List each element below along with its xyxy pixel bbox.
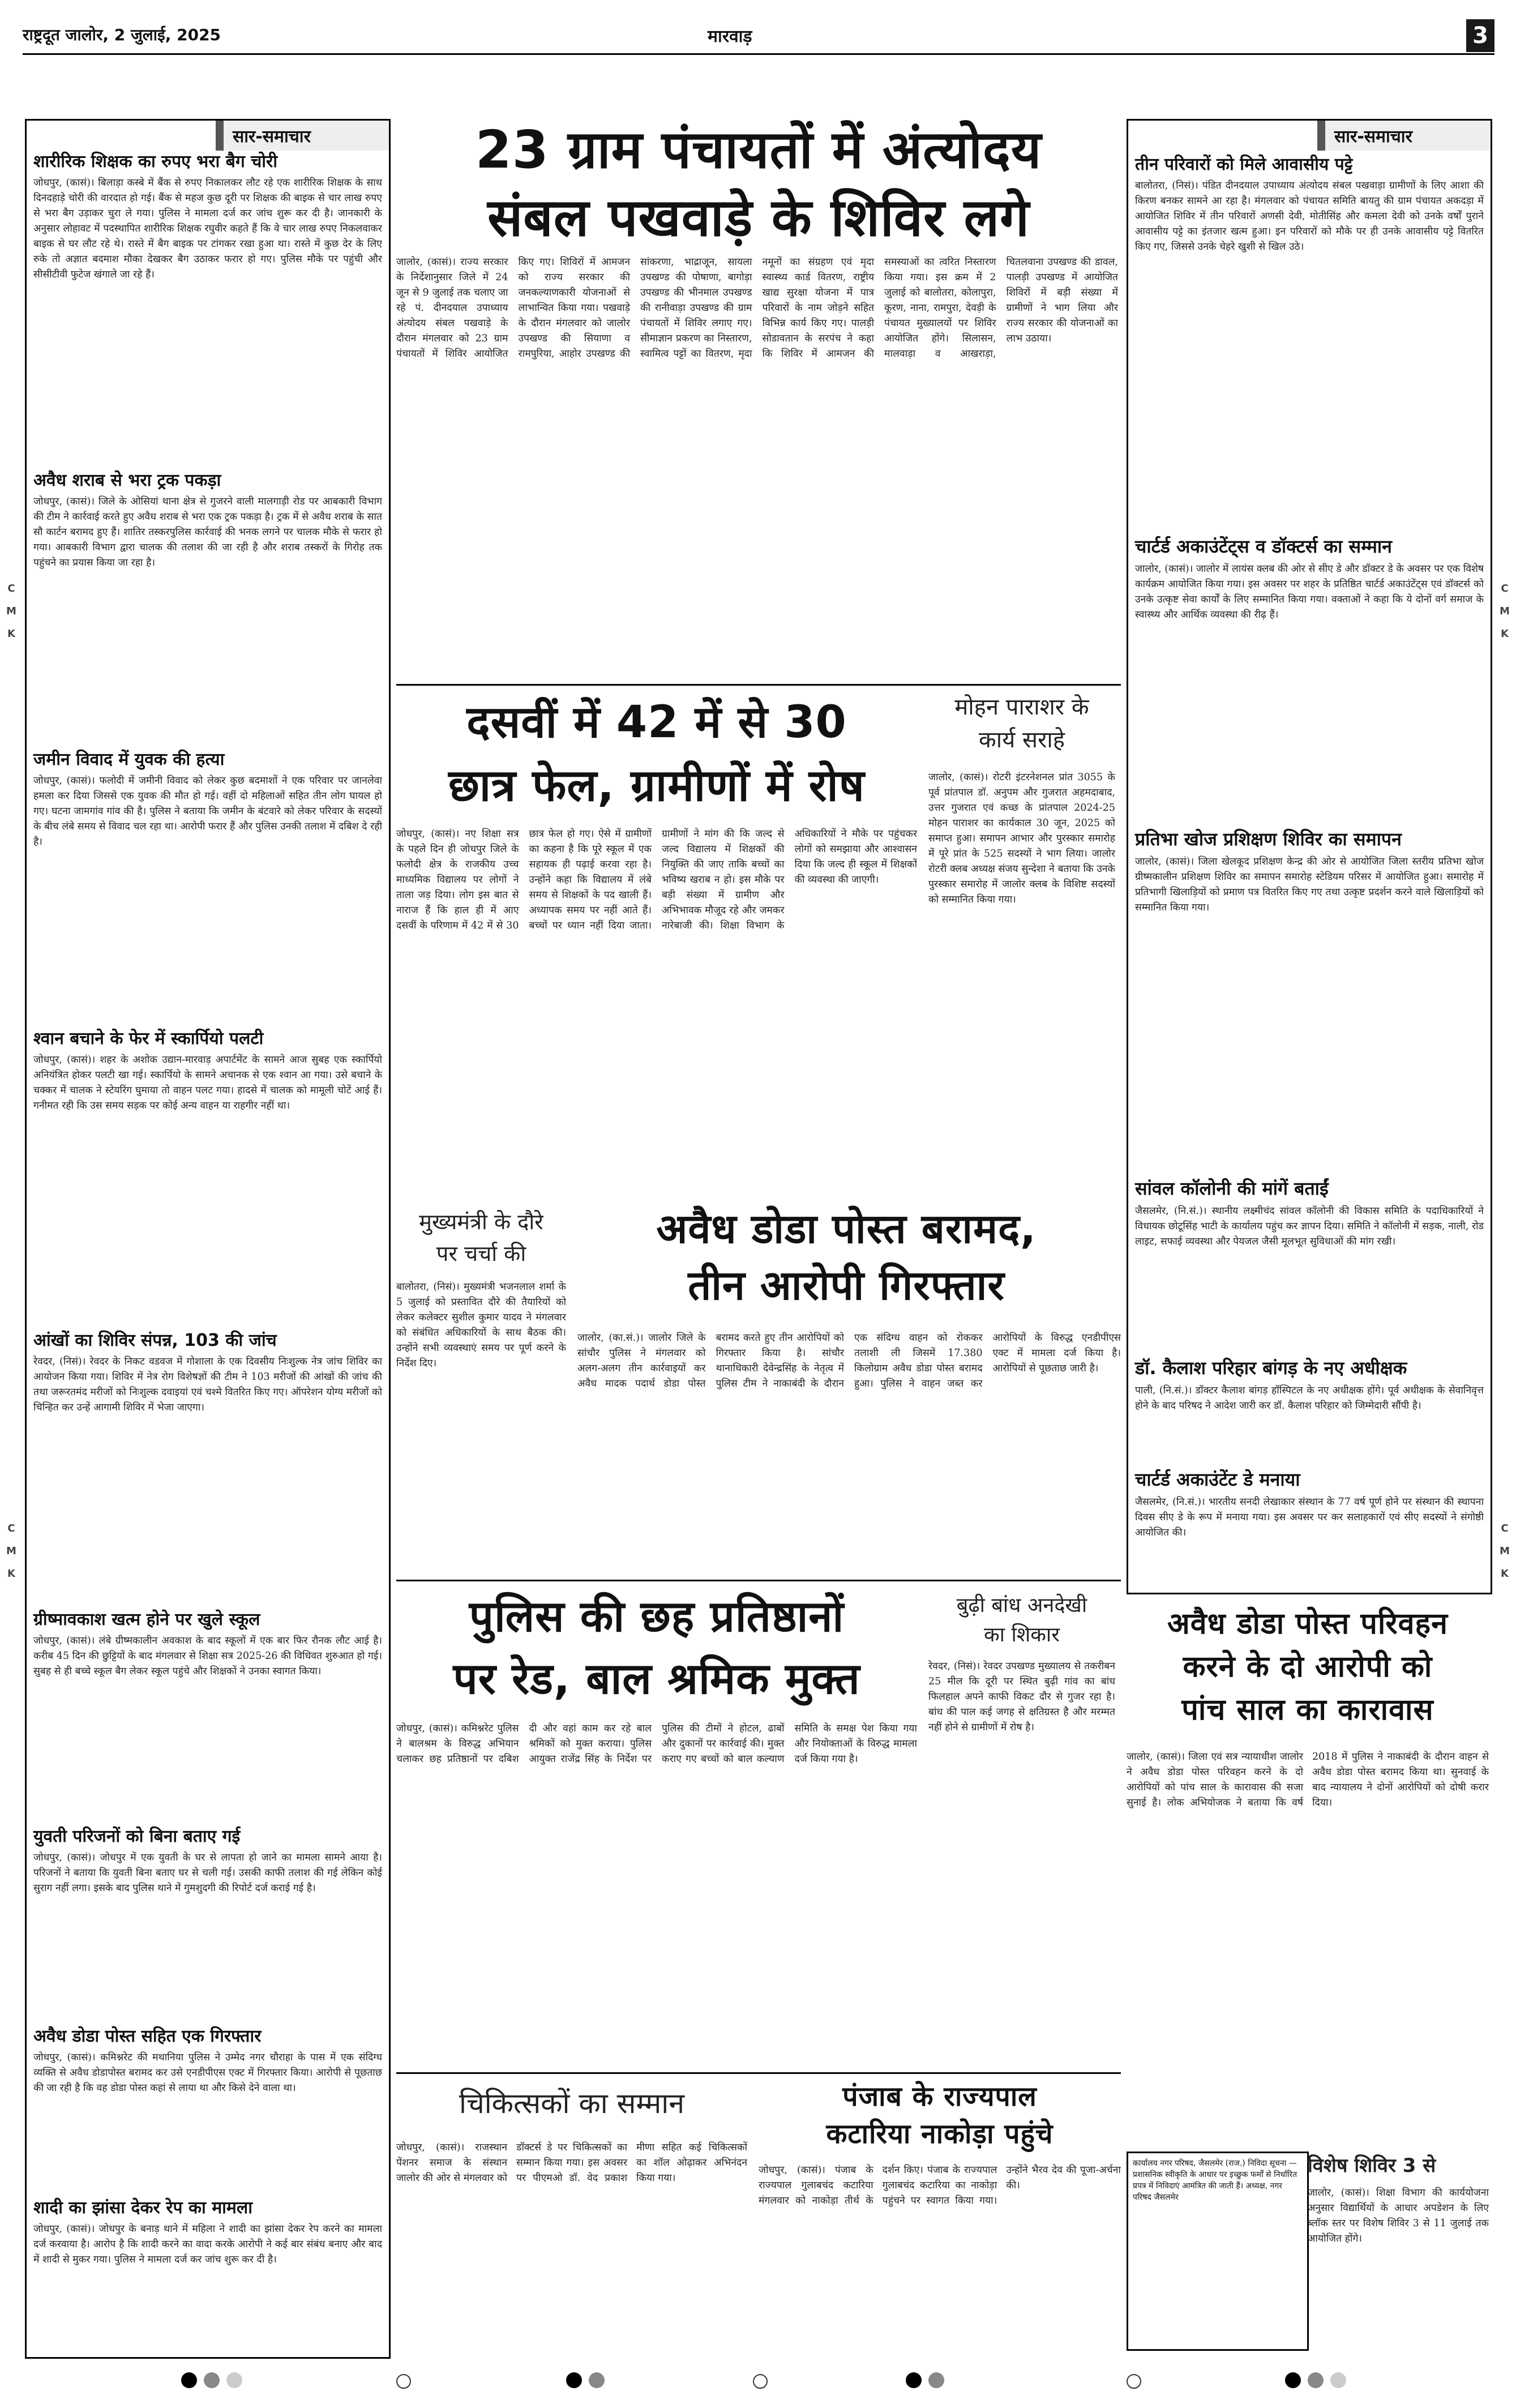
camp-headline: विशेष शिविर 3 से [1308, 2154, 1436, 2177]
jail-headline-line3: पांच साल का कारावास [1181, 1693, 1434, 1727]
left-item-heading: अवैध डोडा पोस्त सहित एक गिरफ्तार [33, 2026, 262, 2046]
masthead-rule [23, 23, 1494, 55]
dam-body: रेवदर, (निसं)। रेवदर उपखण्ड मुख्यालय से तकरीबन 25 मील कि दूरी पर स्थित बुढ़ी गांव का बांध फिलहाल अपने काफी विकट दौर से गुजर रहा है। बांध की पाल कई जगह से क्षतिग्रस्त है और मरम्मत नहीं होने से ग्रामीणों में रोष है। [928, 1661, 1115, 1733]
punjab-headline [759, 2078, 1121, 2153]
right-item-heading: प्रतिभा खोज प्रशिक्षण शिविर का समापन [1135, 828, 1402, 850]
jail-headline-line2: करने के दो आरोपी को [1183, 1650, 1433, 1684]
cm-headline [396, 1206, 566, 1269]
mohan-headline-line2: कार्य सराहे [979, 727, 1065, 753]
dam-headline [928, 1591, 1115, 1650]
right-item-text: पाली, (नि.सं.)। डॉक्टर कैलाश बांगड़ हॉस्पिटल के नए अधीक्षक होंगे। पूर्व अधीक्षक के सेवानिवृत्त होने के बाद परिषद ने आदेश जारी कर डॉ. कैलाश परिहार को जिम्मेदारी सौंपी है। [1135, 1385, 1484, 1412]
right-item-text: जालोर, (कासं)। जालोर में लायंस क्लब की ओर से सीए डे और डॉक्टर डे के अवसर पर एक विशेष कार्यक्रम आयोजित किया गया। इस अवसर पर शहर के प्रतिष्ठित चार्टर्ड अकाउंटेंट्स एवं डॉक्टर्स को उनके उत्कृष्ट सेवा कार्यों के लिए सम्मानित किया गया। वक्ताओं ने कहा कि ये दोनों वर्ग समाज के स्वास्थ्य और आर्थिक व्यवस्था की रीढ़ हैं। [1135, 563, 1484, 621]
cm-headline-line1: मुख्यमंत्री के दौरे [419, 1209, 543, 1234]
right-item-heading: सांवल कॉलोनी की मांगें बताईं [1135, 1178, 1329, 1199]
left-item-heading: श्वान बचाने के फेर में स्कार्पियो पलटी [33, 1029, 264, 1049]
section-divider [396, 2072, 1121, 2074]
mohan-body: जालोर, (कासं)। रोटरी इंटरनेशनल प्रांत 3055 के पूर्व प्रांतपाल डॉ. अनुपम और गुजरात अहमदाबाद, उत्तर गुजरात एवं कच्छ के प्रांतपाल 2024-25 मोहन पाराशर का कार्यकाल 30 जून, 2025 को समाप्त हुआ। समापन आभार और पुरस्कार समारोह में पूरे प्रांत के 525 सदस्यों ने भाग लिया। जालोर रोटरी क्लब अध्यक्ष संजय सुन्देशा ने बताया कि उनके पुरस्कार समारोह में जालोर क्लब के विशिष्ट सदस्यों को सम्मानित किया गया। [928, 772, 1115, 905]
result-headline-line2: छात्र फेल, ग्रामीणों में रोष [448, 760, 865, 811]
left-item-heading: युवती परिजनों को बिना बताए गई [33, 1827, 241, 1846]
punjab-headline-line1: पंजाब के राज्यपाल [842, 2081, 1037, 2112]
dam-headline-line1: बुढ़ी बांध अनदेखी [956, 1594, 1087, 1617]
mohan-headline-line1: मोहन पाराशर के [954, 694, 1089, 720]
right-item-heading: चार्टर्ड अकाउंटेंट डे मनाया [1135, 1469, 1300, 1490]
color-bar-dot [226, 2372, 242, 2388]
color-bar-dot [566, 2372, 582, 2388]
camp-body: जालोर, (कासं)। शिक्षा विभाग की कार्ययोजना अनुसार विद्यार्थियों के आधार अपडेशन के लिए ब्लॉक स्तर पर विशेष शिविर 3 से 11 जुलाई तक आयोजित होंगे। [1308, 2187, 1489, 2244]
tender-notice-ad [1127, 2152, 1309, 2351]
lead-headline-line1: 23 ग्राम पंचायतों में अंत्योदय [475, 119, 1042, 180]
doda-headline-line1: अवैध डोडा पोस्त बरामद, [656, 1205, 1037, 1252]
right-news-column [1127, 119, 1492, 1594]
doda-headline-line2: तीन आरोपी गिरफ्तार [688, 1261, 1005, 1309]
right-item-text: जालोर, (कासं)। जिला खेलकूद प्रशिक्षण केन्द्र की ओर से आयोजित जिला स्तरीय प्रतिभा खोज ग्रीष्मकालीन प्रशिक्षण शिविर का समापन समारोह स्टेडियम परिसर में आयोजित हुआ। समारोह में प्रतिभागी खिलाड़ियों को प्रमाण पत्र वितरित किए गए तथा उत्कृष्ट प्रदर्शन करने वाले खिलाड़ियों को सम्मानित किया गया। [1135, 856, 1484, 913]
right-item-heading: डॉ. कैलाश परिहार बांगड़ के नए अधीक्षक [1135, 1357, 1407, 1379]
left-news-column [25, 119, 391, 2359]
left-item-text: जोधपुर, (कासं)। जोधपुर के बनाड़ थाने में महिला ने शादी का झांसा देकर रेप करने का मामला दर्ज करवाया है। आरोप है कि शादी करने का वादा करके आरोपी ने कई बार संबंध बनाए और बाद में शादी से मुकर गया। पुलिस ने मामला दर्ज कर जांच शुरू कर दी है। [33, 2223, 382, 2265]
doda-headline [577, 1200, 1115, 1314]
left-item-heading: शादी का झांसा देकर रेप का मामला [33, 2198, 252, 2218]
registration-mark [1127, 2374, 1141, 2389]
cmk-mark: C M K [1500, 583, 1510, 640]
lead-body: जालोर, (कासं)। राज्य सरकार के निर्देशानुसार जिले में 24 जून से 9 जुलाई तक चलाए जा रहे पं. दीनदयाल उपाध्याय अंत्योदय संबल पखवाड़े के दौरान मंगलवार को 23 ग्राम पंचायतों में शिविर आयोजित किए गए। शिविरों में आमजन को राज्य सरकार की जनकल्याणकारी योजनाओं से लाभान्वित किया गया। पखवाड़े के दौरान मंगलवार को जालोर उपखण्ड की सियाणा व रामपुरिया, आहोर उपखण्ड की सांकरणा, भाद्राजून, सायला उपखण्ड की पोषाणा, बागोड़ा उपखण्ड की भीनमाल उपखण्ड की रानीवाड़ा उपखण्ड की ग्राम पंचायतों में शिविर लगाए गए। सीमाज्ञान प्रकरण का निस्तारण, स्वामित्व पट्टों का वितरण, मृदा नमूनों का संग्रहण एवं मृदा स्वास्थ्य कार्ड वितरण, राष्ट्रीय खाद्य सुरक्षा योजना में पात्र परिवारों के नाम जोड़ने सहित विभिन्न कार्य किए गए। पालड़ी सोडावतान के सरपंच ने कहा कि शिविर में आमजन की समस्याओं का त्वरित निस्तारण किया गया। इस क्रम में 2 जुलाई को बालोतरा, कोलापुरा, कूरण, नाना, रामपुरा, देवड़ी के पंचायत मुख्यालयों पर शिविर आयोजित होंगे। सिलासन, मालवाड़ा व आखराड़ा, चितलवाना उपखण्ड की डावल, पालड़ी उपखण्ड में आयोजित शिविरों में बड़ी संख्या में ग्रामीणों ने भाग लिया और राज्य सरकार की योजनाओं का लाभ उठाया। [396, 256, 1118, 360]
left-item-text: जोधपुर, (कासं)। कमिश्नरेट की मथानिया पुलिस ने उम्मेद नगर चौराहा के पास में एक संदिग्ध व्यक्ति से अवैध डोडापोस्त बरामद कर उसे एनडीपीएस एक्ट में गिरफ्तार किया। आरोपी से पूछताछ की जा रही है कि वह डोडा पोस्त कहां से लाया था और किसे देने वाला था। [33, 2052, 382, 2094]
punjab-headline-line2: कटारिया नाकोड़ा पहुंचे [826, 2118, 1054, 2150]
masthead-section: मारवाड़ [708, 27, 752, 46]
right-item-heading: तीन परिवारों को मिले आवासीय पट्टे [1135, 155, 1353, 174]
left-item-heading: शारीरिक शिक्षक का रुपए भरा बैग चोरी [33, 152, 278, 172]
color-bar-dot [906, 2372, 922, 2388]
right-column-tag: सार-समाचार [1317, 121, 1491, 151]
section-divider [396, 1580, 1121, 1581]
color-bar-dot [1308, 2372, 1324, 2388]
tender-notice-text: कार्यालय नगर परिषद, जैसलमेर (राज.) निविदा सूचना — प्रशासनिक स्वीकृति के आधार पर इच्छुक फर्मों से निर्धारित प्रपत्र में निविदाएं आमंत्रित की जाती हैं। अध्यक्ष, नगर परिषद जैसलमेर [1133, 2159, 1297, 2202]
left-item-text: जोधपुर, (कासं)। फलोदी में जमीनी विवाद को लेकर कुछ बदमाशों ने एक परिवार पर जानलेवा हमला कर दिया जिससे एक युवक की मौत हो गई। वहीं दो महिलाओं सहित तीन लोग घायल हो गए। घटना जामगांव गांव की है। पुलिस ने बताया कि जमीन के बंटवारे को लेकर परिवार के सदस्यों के बीच लंबे समय से विवाद चल रहा था। आरोपी फरार हैं और पुलिस उनकी तलाश में दबिश दे रही है। [33, 775, 382, 848]
left-item-heading: जमीन विवाद में युवक की हत्या [33, 750, 225, 769]
left-item-heading: अवैध शराब से भरा ट्रक पकड़ा [33, 471, 221, 490]
right-item-text: बालोतरा, (निसं)। पंडित दीनदयाल उपाध्याय अंत्योदय संबल पखवाड़ा ग्रामीणों के लिए आशा की किरण बनकर सामने आ रहा है। मंगलवार को पंचायत समिति बायतु की ग्राम पंचायत अकदड़ा में आयोजित शिविर में तीन परिवारों अणसी देवी, मोतीसिंह और कमला देवी को उनके वर्षों पुराने आवासीय पट्टे का इंतजार खत्म हुआ। इन परिवारों को मौके पर ही उनके आवासीय पट्टे वितरित किए गए, जिससे उनके चेहरे खुशी से खिल उठे। [1135, 180, 1484, 253]
section-divider [396, 684, 1121, 686]
left-column-tag: सार-समाचार [216, 121, 389, 151]
left-item-text: जोधपुर, (कासं)। बिलाड़ा कस्बे में बैंक से रुपए निकालकर लौट रहे एक शारीरिक शिक्षक के साथ दिनदहाड़े चोरी की वारदात हो गई। बैंक से महज कुछ दूरी पर शिक्षक की बाइक से चार लाख रुपए से भरा बैग उड़ाकर चुरा ले गया। पुलिस ने मामला दर्ज कर जांच शुरू कर दी है। जानकारी के अनुसार लोहावट में पदस्थापित शारीरिक शिक्षक रघुवीर कहते हैं कि वे चार लाख रुपए निकलवाकर बाइक से घर लौट रहे थे। रास्ते में बैग बाइक पर टांगकर रखा हुआ था। रास्ते में कुछ देर के लिए रुके तो अज्ञात बदमाश मौका देखकर बैग उठाकर फरार हो गए। पुलिस मौके पर पहुंची और सीसीटीवी फुटेज खंगाले जा रहे हैं। [33, 177, 382, 280]
lead-headline [396, 116, 1121, 252]
cmk-mark: C M K [6, 583, 16, 640]
jail-headline-line1: अवैध डोडा पोस्त परिवहन [1167, 1607, 1449, 1641]
right-item-text: जैसलमेर, (नि.सं.)। स्थानीय लक्ष्मीचंद सांवल कॉलोनी की विकास समिति के पदाधिकारियों ने विधायक छोटूसिंह भाटी के कार्यालय पहुंच कर ज्ञापन दिया। समिति ने कॉलोनी में सड़क, नाली, रोड लाइट, सफाई व्यवस्था और पेयजल जैसी मूलभूत सुविधाओं की मांग रखी। [1135, 1205, 1484, 1247]
jail-headline [1127, 1602, 1489, 1731]
masthead-date: राष्ट्रदूत जालोर, 2 जुलाई, 2025 [23, 25, 221, 44]
color-bar-dot [589, 2372, 605, 2388]
left-item-text: जोधपुर, (कासं)। जिले के ओसियां थाना क्षेत्र से गुजरने वाली मालगाड़ी रोड पर आबकारी विभाग की टीम ने कार्रवाई करते हुए अवैध शराब से भरा एक ट्रक पकड़ा है। ट्रक में से अवैध शराब के सात सौ कार्टन बरामद हुए हैं। शातिर तस्करपुलिस कार्रवाई की भनक लगने पर चालक मौके से फरार हो गया। आबकारी विभाग द्वारा चालक की तलाश की जा रही है और शराब तस्करों के गिरोह तक पहुंचने का प्रयास किया जा रहा है। [33, 496, 382, 568]
cmk-mark: C M K [6, 1522, 16, 1580]
honor-body: जोधपुर, (कासं)। राजस्थान पेंशनर समाज के संस्थान जालोर की ओर से मंगलवार को डॉक्टर्स डे पर चिकित्सकों का सम्मान किया गया। इस अवसर पर पीएमओ डॉ. वेद प्रकाश मीणा सहित कई चिकित्सकों का शॉल ओढ़ाकर अभिनंदन किया गया। [396, 2142, 747, 2184]
police-headline [396, 1585, 917, 1710]
result-headline-line1: दसवीं में 42 में से 30 [466, 697, 847, 748]
left-item-heading: आंखों का शिविर संपन्न, 103 की जांच [33, 1331, 277, 1350]
left-item-text: जोधपुर, (कासं)। शहर के अशोक उद्यान-मारवाड़ अपार्टमेंट के सामने आज सुबह एक स्कार्पियो अनियंत्रित होकर पलटी खा गई। स्कार्पियो के सामने अचानक से एक श्वान आ गया। उसे बचाने के चक्कर में चालक ने स्टेयरिंग घुमाया तो वाहन पलट गया। हादसे में चालक को मामूली चोटें आई हैं। गनीमत रही कि उस समय सड़क पर कोई अन्य वाहन या राहगीर नहीं था। [33, 1054, 382, 1111]
cmk-mark: C M K [1500, 1522, 1510, 1580]
left-item-text: रेवदर, (निसं)। रेवदर के निकट वडवज में गोशाला के एक दिवसीय निःशुल्क नेत्र जांच शिविर का आयोजन किया गया। शिविर में नेत्र रोग विशेषज्ञों की टीम ने 103 मरीजों की आंखों की जांच की तथा जरूरतमंद मरीजों को निःशुल्क दवाइयां एवं चश्मे वितरित किए गए। ऑपरेशन योग्य मरीजों को चिन्हित कर उन्हें आगामी शिविर में भेजा जाएगा। [33, 1356, 382, 1413]
dam-headline-line2: का शिकार [984, 1623, 1060, 1646]
police-body: जोधपुर, (कासं)। कमिश्नरेट पुलिस ने बालश्रम के विरुद्ध अभियान चलाकर छह प्रतिष्ठानों पर दबिश दी और वहां काम कर रहे बाल श्रमिकों को मुक्त कराया। पुलिस आयुक्त राजेंद्र सिंह के निर्देश पर पुलिस की टीमों ने होटल, ढाबों और दुकानों पर कार्रवाई की। मुक्त कराए गए बच्चों को बाल कल्याण समिति के समक्ष पेश किया गया और नियोक्ताओं के विरुद्ध मामला दर्ज किया गया है। [396, 1723, 917, 1765]
honor-headline: चिकित्सकों का सम्मान [459, 2087, 684, 2120]
police-headline-line1: पुलिस की छह प्रतिष्ठानों [469, 1591, 845, 1641]
color-bar-dot [1330, 2372, 1346, 2388]
color-bar-dot [204, 2372, 220, 2388]
color-bar-dot [1285, 2372, 1301, 2388]
left-item-text: जोधपुर, (कासं)। लंबे ग्रीष्मकालीन अवकाश के बाद स्कूलों में एक बार फिर रौनक लौट आई है। करीब 45 दिन की छुट्टियों के बाद मंगलवार से शिक्षा सत्र 2025-26 की विधिवत शुरुआत हो गई। सुबह से ही बच्चे स्कूल बैग लेकर स्कूल पहुंचे और शिक्षकों ने उनका स्वागत किया। [33, 1635, 382, 1677]
page-number: 3 [1466, 19, 1494, 52]
police-headline-line2: पर रेड, बाल श्रमिक मुक्त [453, 1653, 860, 1704]
registration-mark [753, 2374, 768, 2389]
color-bar-dot [181, 2372, 197, 2388]
cm-headline-line2: पर चर्चा की [436, 1241, 526, 1266]
color-bar-dot [928, 2372, 944, 2388]
left-item-heading: ग्रीष्मावकाश खत्म होने पर खुले स्कूल [33, 1610, 260, 1629]
left-item-text: जोधपुर, (कासं)। जोधपुर में एक युवती के घर से लापता हो जाने का मामला सामने आया है। परिजनों ने बताया कि युवती बिना बताए घर से चली गई। उसकी काफी तलाश की गई लेकिन कोई सुराग नहीं लगा। इसके बाद पुलिस थाने में गुमशुदगी की रिपोर्ट दर्ज कराई गई है। [33, 1852, 382, 1894]
registration-mark [396, 2374, 411, 2389]
jail-body: जालोर, (कासं)। जिला एवं सत्र न्यायाधीश जालोर ने अवैध डोडा पोस्त परिवहन करने के दो आरोपियों को पांच साल के कारावास की सजा सुनाई है। लोक अभियोजक ने बताया कि वर्ष 2018 में पुलिस ने नाकाबंदी के दौरान वाहन से अवैध डोडा पोस्त बरामद किया था। सुनवाई के बाद न्यायालय ने दोनों आरोपियों को दोषी करार दिया। [1127, 1751, 1489, 1808]
right-item-heading: चार्टर्ड अकाउंटेंट्स व डॉक्टर्स का सम्मान [1135, 536, 1392, 557]
punjab-body: जोधपुर, (कासं)। पंजाब के राज्यपाल गुलाबचंद कटारिया मंगलवार को नाकोड़ा तीर्थ के दर्शन किए। पंजाब के राज्यपाल गुलाबचंद कटारिया का नाकोड़ा पहुंचने पर स्वागत किया गया। उन्होंने भैरव देव की पूजा-अर्चना की। [759, 2165, 1121, 2206]
result-body: जोधपुर, (कासं)। नए शिक्षा सत्र के पहले दिन ही जोधपुर जिले के फलोदी क्षेत्र के राजकीय उच्च माध्यमिक विद्यालय पर लोगों ने ताला जड़ दिया। लोग इस बात से नाराज हैं कि हाल ही में आए दसवीं के परिणाम में 42 में से 30 छात्र फेल हो गए। ऐसे में ग्रामीणों का कहना है कि पूरे स्कूल में एक सहायक ही पढ़ाई करवा रहा है। उन्होंने कहा कि विद्यालय में लंबे समय से शिक्षकों के पद खाली हैं। अध्यापक समय पर नहीं आते हैं। बच्चों पर ध्यान नहीं दिया जाता। ग्रामीणों ने मांग की कि जल्द से जल्द विद्यालय में शिक्षकों की नियुक्ति की जाए ताकि बच्चों का भविष्य खराब न हो। इस मौके पर बड़ी संख्या में ग्रामीण और अभिभावक मौजूद रहे और जमकर नारेबाजी की। शिक्षा विभाग के अधिकारियों ने मौके पर पहुंचकर लोगों को समझाया और आश्वासन दिया कि जल्द ही स्कूल में शिक्षकों की व्यवस्था की जाएगी। [396, 828, 917, 931]
doda-body: जालोर, (का.सं.)। जालोर जिले के सांचौर पुलिस ने मंगलवार को अलग-अलग तीन कार्रवाइयों कर अवैध मादक पदार्थ डोडा पोस्त बरामद करते हुए तीन आरोपियों को गिरफ्तार किया है। सांचौर थानाधिकारी देवेन्द्रसिंह के नेतृत्व में पुलिस टीम ने नाकाबंदी के दौरान एक संदिग्ध वाहन को रोककर तलाशी ली जिसमें 17.380 किलोग्राम अवैध डोडा पोस्त बरामद हुआ। पुलिस ने वाहन जब्त कर आरोपियों के विरुद्ध एनडीपीएस एक्ट में मामला दर्ज किया है। आरोपियों से पूछताछ जारी है। [577, 1332, 1121, 1389]
lead-headline-line2: संबल पखवाड़े के शिविर लगे [487, 187, 1030, 248]
right-item-text: जैसलमेर, (नि.सं.)। भारतीय सनदी लेखाकार संस्थान के 77 वर्ष पूर्ण होने पर संस्थान की स्थापना दिवस सीए डे के रूप में मनाया गया। इस अवसर पर कर सलाहकारों एवं सीए सदस्यों ने संगोष्ठी आयोजित की। [1135, 1496, 1484, 1538]
result-headline [396, 691, 917, 818]
cm-body: बालोतरा, (निसं)। मुख्यमंत्री भजनलाल शर्मा के 5 जुलाई को प्रस्तावित दौरे की तैयारियों को लेकर कलेक्टर सुशील कुमार यादव ने मंगलवार को संबंधित अधिकारियों के साथ बैठक की। उन्होंने सभी व्यवस्थाएं समय पर पूर्ण करने के निर्देश दिए। [396, 1281, 566, 1369]
mohan-headline [928, 691, 1115, 756]
